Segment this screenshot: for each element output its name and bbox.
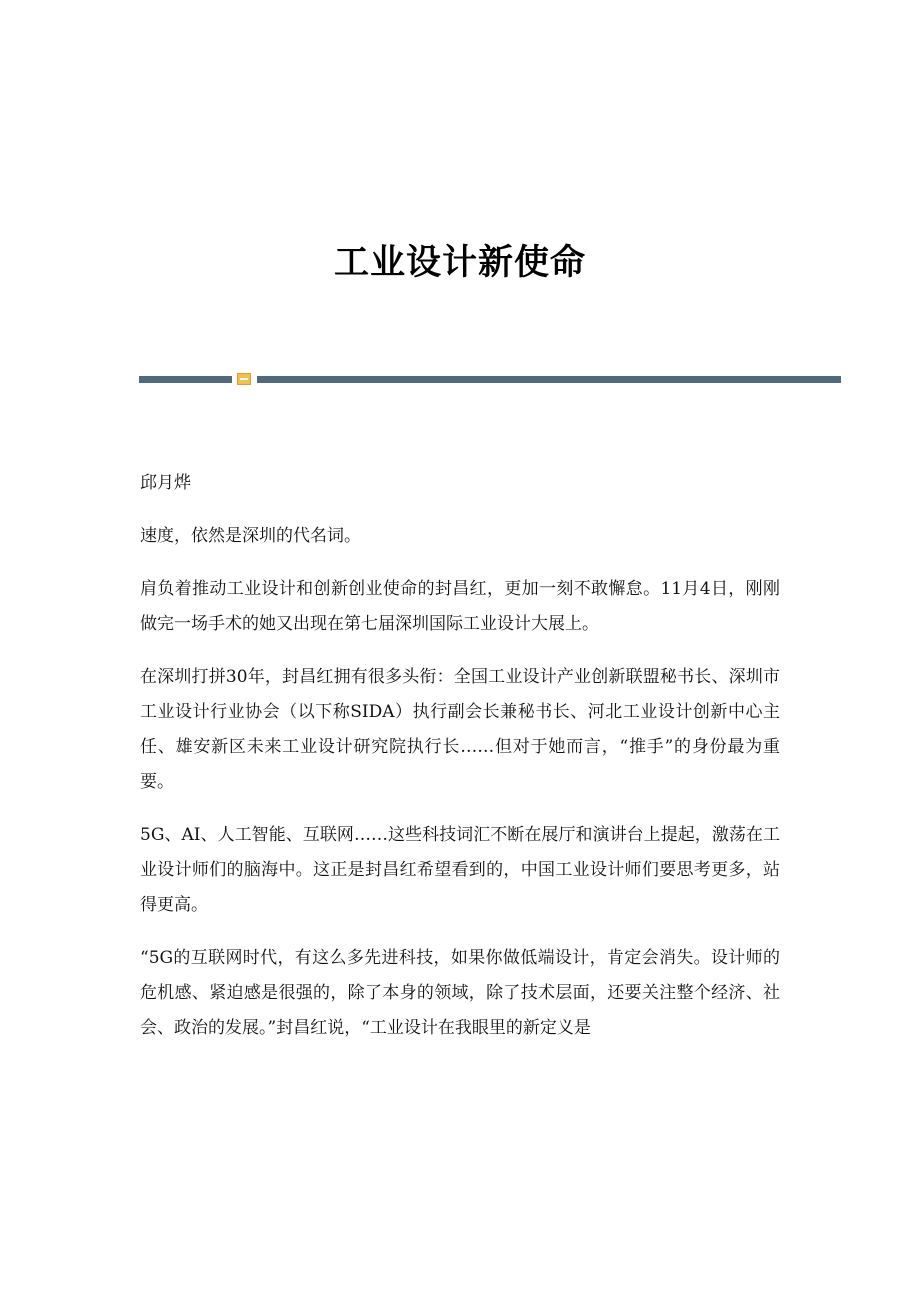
divider-bar-right bbox=[257, 376, 841, 383]
divider-bar-left bbox=[139, 376, 232, 383]
document-title: 工业设计新使命 bbox=[333, 242, 586, 284]
title-divider bbox=[139, 371, 841, 387]
article-body bbox=[140, 466, 780, 1064]
paragraph-2: 肩负着推动工业设计和创新创业使命的封昌红，更加一刻不敢懈怠。11月4日，刚刚做完一场手术的她又出现在第七届深圳国际工业设计大展上。 bbox=[140, 579, 780, 634]
paragraph-1: 速度，依然是深圳的代名词。 bbox=[140, 526, 361, 546]
divider-ornament-icon bbox=[237, 373, 251, 385]
paragraph-4: 5G、AI、人工智能、互联网……这些科技词汇不断在展厅和演讲台上提起，激荡在工业设计师们的脑海中。这正是封昌红希望看到的，中国工业设计师们要思考更多，站得更高。 bbox=[140, 825, 780, 915]
author-name: 邱月烨 bbox=[140, 473, 191, 493]
paragraph-3: 在深圳打拼30年，封昌红拥有很多头衔：全国工业设计产业创新联盟秘书长、深圳市工业设计行业协会（以下称SIDA）执行副会长兼秘书长、河北工业设计创新中心主任、雄安新区未来工业设计研究院执行长……但对于她而言，“推手”的身份最为重要。 bbox=[140, 667, 780, 792]
paragraph-5: “5G的互联网时代，有这么多先进科技，如果你做低端设计，肯定会消失。设计师的危机感、紧迫感是很强的，除了本身的领域，除了技术层面，还要关注整个经济、社会、政治的发展。”封昌红说，“工业设计在我眼里的新定义是 bbox=[140, 948, 780, 1038]
